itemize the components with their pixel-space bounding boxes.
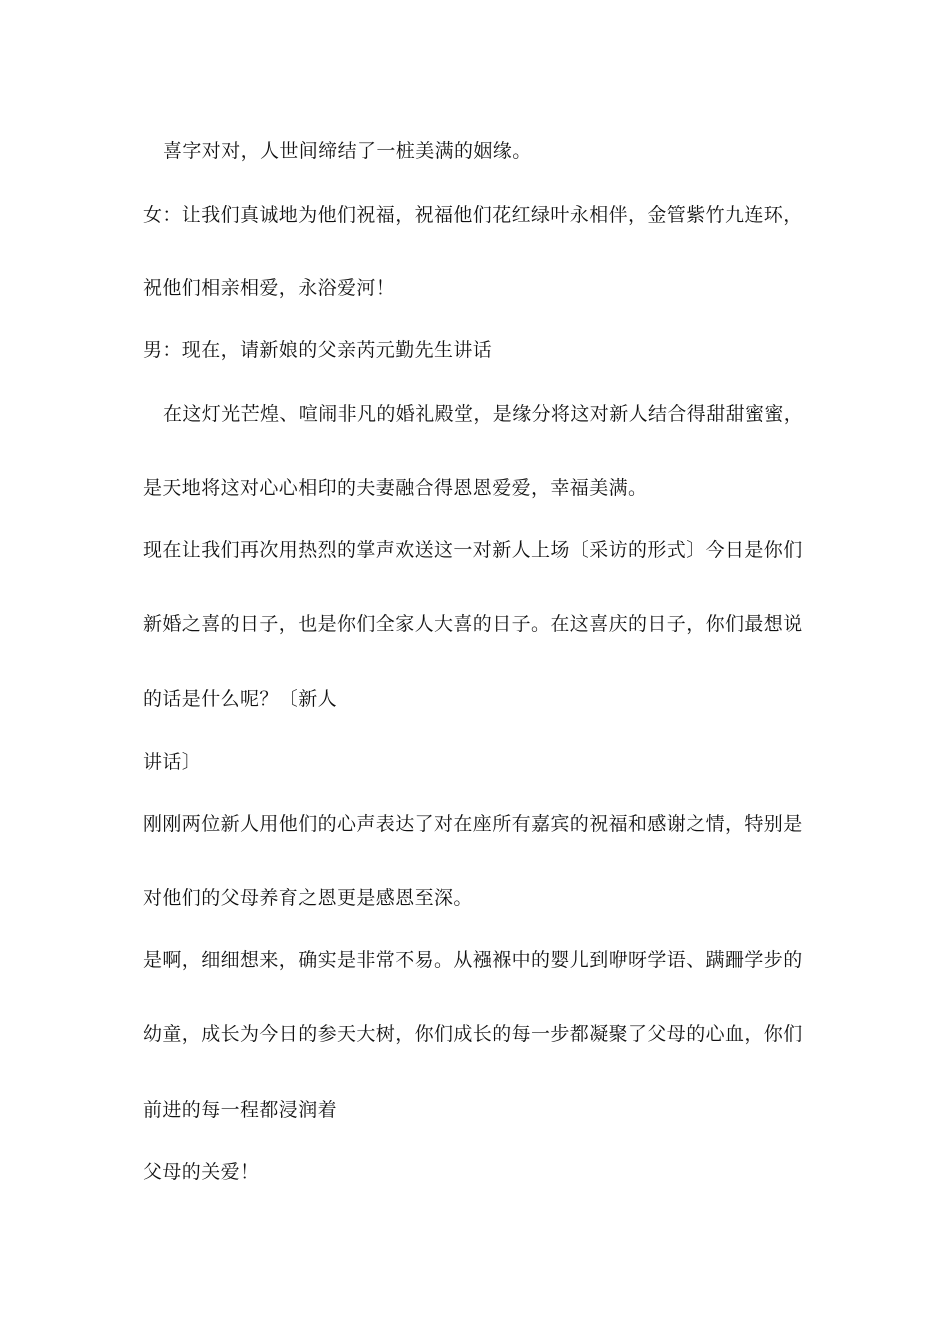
- text-line: 对他们的父母养育之恩更是感恩至深。: [143, 887, 473, 909]
- text-line: 父母的关爱！: [143, 1161, 260, 1183]
- text-line: 刚刚两位新人用他们的心声表达了对在座所有嘉宾的祝福和感谢之情，特别是: [143, 813, 803, 835]
- text-line: 男：现在，请新娘的父亲芮元勤先生讲话: [143, 339, 493, 361]
- text-line: 讲话〕: [143, 751, 202, 773]
- text-line: 在这灯光芒煌、喧闹非凡的婚礼殿堂，是缘分将这对新人结合得甜甜蜜蜜，: [163, 403, 804, 425]
- text-line: 祝他们相亲相爱，永浴爱河！: [143, 277, 396, 299]
- text-line: 女：让我们真诚地为他们祝福，祝福他们花红绿叶永相伴，金管紫竹九连环，: [143, 204, 803, 226]
- text-line: 现在让我们再次用热烈的掌声欢送这一对新人上场〔采访的形式〕今日是你们: [143, 539, 803, 561]
- text-line: 是天地将这对心心相印的夫妻融合得恩恩爱爱，幸福美满。: [143, 477, 648, 499]
- text-line: 是啊，细细想来，确实是非常不易。从襁褓中的婴儿到咿呀学语、蹒跚学步的: [143, 949, 803, 971]
- text-line: 前进的每一程都浸润着: [143, 1099, 338, 1121]
- text-line: 幼童，成长为今日的参天大树，你们成长的每一步都凝聚了父母的心血，你们: [143, 1023, 803, 1045]
- text-line: 的话是什么呢？〔新人: [143, 688, 338, 710]
- text-line: 喜字对对，人世间缔结了一桩美满的姻缘。: [163, 140, 532, 162]
- text-line: 新婚之喜的日子，也是你们全家人大喜的日子。在这喜庆的日子，你们最想说: [143, 613, 803, 635]
